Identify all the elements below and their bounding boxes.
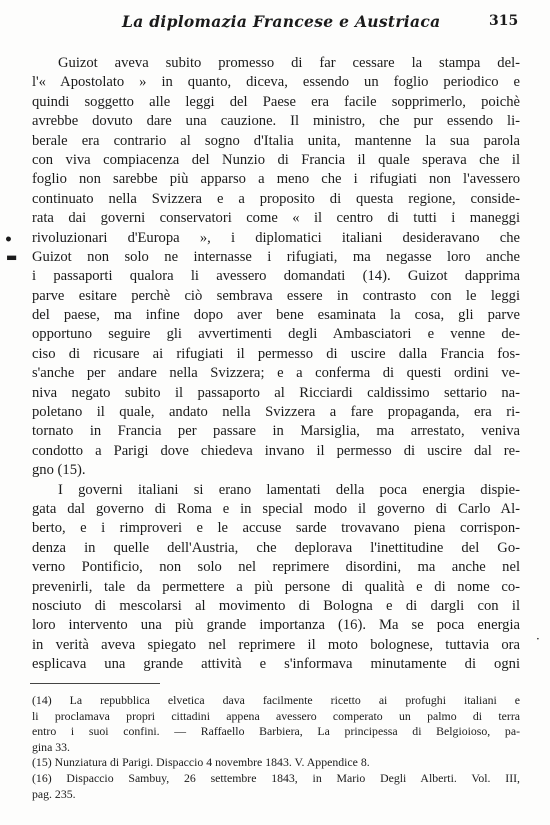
running-title: La diplomazia Francese e Austriaca <box>122 12 441 31</box>
text-line: con viva compiacenza del Nunzio di Francia il quale sperava che il <box>32 151 520 168</box>
text-line: del paese, ma infine dopo aver bene esaminata la cosa, gli parve <box>32 307 520 324</box>
body-text <box>32 54 520 675</box>
text-line: verno Pontificio, non solo nel reprimere disordini, ma anche nel <box>32 559 520 576</box>
footnote-line: gina 33. <box>32 739 71 754</box>
margin-mark: • <box>4 232 13 248</box>
running-header <box>0 12 550 34</box>
footnote-line: entro i suoi confini. — Raffaello Barbiera, La principessa di Belgioioso, pa- <box>32 724 520 739</box>
text-line: rata dai governi conservatori come « il centro di tutti i maneggi <box>32 210 520 227</box>
footnote-line: (16) Dispaccio Sambuy, 26 settembre 1843, in Mario Degli Alberti. Vol. III, <box>32 770 520 785</box>
text-line: I governi italiani si erano lamentati della poca energia dispie- <box>58 481 520 498</box>
footnote-line: pag. 235. <box>32 786 76 801</box>
text-line: denza in quelle dell'Austria, che deplorava l'inettitudine del Go- <box>32 539 520 556</box>
text-line: opportuno seguire gli avvertimenti degli Ambasciatori e venne de- <box>32 326 520 343</box>
text-line: in verità aveva spiegato nel reprimere il moto bolognese, tuttavia ora <box>32 636 520 653</box>
text-line: esplicava una grande attività e s'informava minutamente di ogni <box>32 656 520 673</box>
footnote-rule <box>30 683 160 684</box>
text-line: berale era contrario al sogno d'Italia unita, mantenne la sua parola <box>32 132 520 149</box>
margin-dot: · <box>536 632 540 646</box>
text-line: rivoluzionari d'Europa », i diplomatici italiani desideravano che <box>32 229 520 246</box>
text-line: condotto a Parigi dove chiedeva invano il permesso di uscire dal re- <box>32 442 520 459</box>
text-line: i passaporti qualora li avessero domandati (14). Guizot dapprima <box>32 268 520 285</box>
text-line: tornato in Francia per passare in Marsiglia, ma arrestato, veniva <box>32 423 520 440</box>
text-line: prevenirli, tale da permettere a più persone di qualità e di nome co- <box>32 578 520 595</box>
text-line: l'« Apostolato » in quanto, diceva, essendo un foglio periodico e <box>32 74 520 91</box>
text-line: foglio non sarebbe più apparso a meno che i rifugiati non l'avessero <box>32 171 520 188</box>
text-line: gata dal governo di Roma e in special modo il governo di Carlo Al- <box>32 500 520 517</box>
footnote-line: (15) Nunziatura di Parigi. Dispaccio 4 novembre 1843. V. Appendice 8. <box>32 755 370 770</box>
margin-arrow-mark: ▬ <box>6 250 18 264</box>
page-number: 315 <box>489 13 519 29</box>
text-line: s'anche per andare nella Svizzera; e a conferma di questi ordini ve- <box>32 365 520 382</box>
text-line: quindi soggetto alle leggi del Paese era facile sopprimerlo, poichè <box>32 93 520 110</box>
text-line: avrebbe dovuto dare una cauzione. Il ministro, che pur essendo li- <box>32 113 520 130</box>
text-line: Guizot non solo ne internasse i rifugiati, ma negasse loro anche <box>32 248 520 265</box>
footnote-line: li proclamava propri cittadini appena avessero comperato un palmo di terra <box>32 708 520 723</box>
text-line: ciso di ricusare ai rifugiati il permesso di uscire dalla Francia fos- <box>32 345 520 362</box>
text-line: berto, e i rimproveri e le accuse sarde trovavano piena corrispon- <box>32 520 520 537</box>
text-line: continuato nella Svizzera e a proposito di questa regione, conside- <box>32 190 520 207</box>
text-line: niva negato subito il passaporto al Ricciardi caldissimo settario na- <box>32 384 520 401</box>
text-line: parve esitare perchè ciò sembrava essere in contrasto con le leggi <box>32 287 520 304</box>
text-line: gno (15). <box>32 462 86 479</box>
text-line: loro intervento una più grande importanza (16). Ma se poca energia <box>32 617 520 634</box>
text-line: nosciuto di mescolarsi al movimento di Bologna e di dargli con il <box>32 597 520 614</box>
text-line: Guizot aveva subito promesso di far cessare la stampa del- <box>58 55 520 71</box>
text-line: poletano il quale, andato nella Svizzera a fare propaganda, era ri- <box>32 404 520 421</box>
footnotes <box>32 693 520 802</box>
footnote-line: (14) La repubblica elvetica dava facilmente ricetto ai profughi italiani e <box>32 693 520 707</box>
